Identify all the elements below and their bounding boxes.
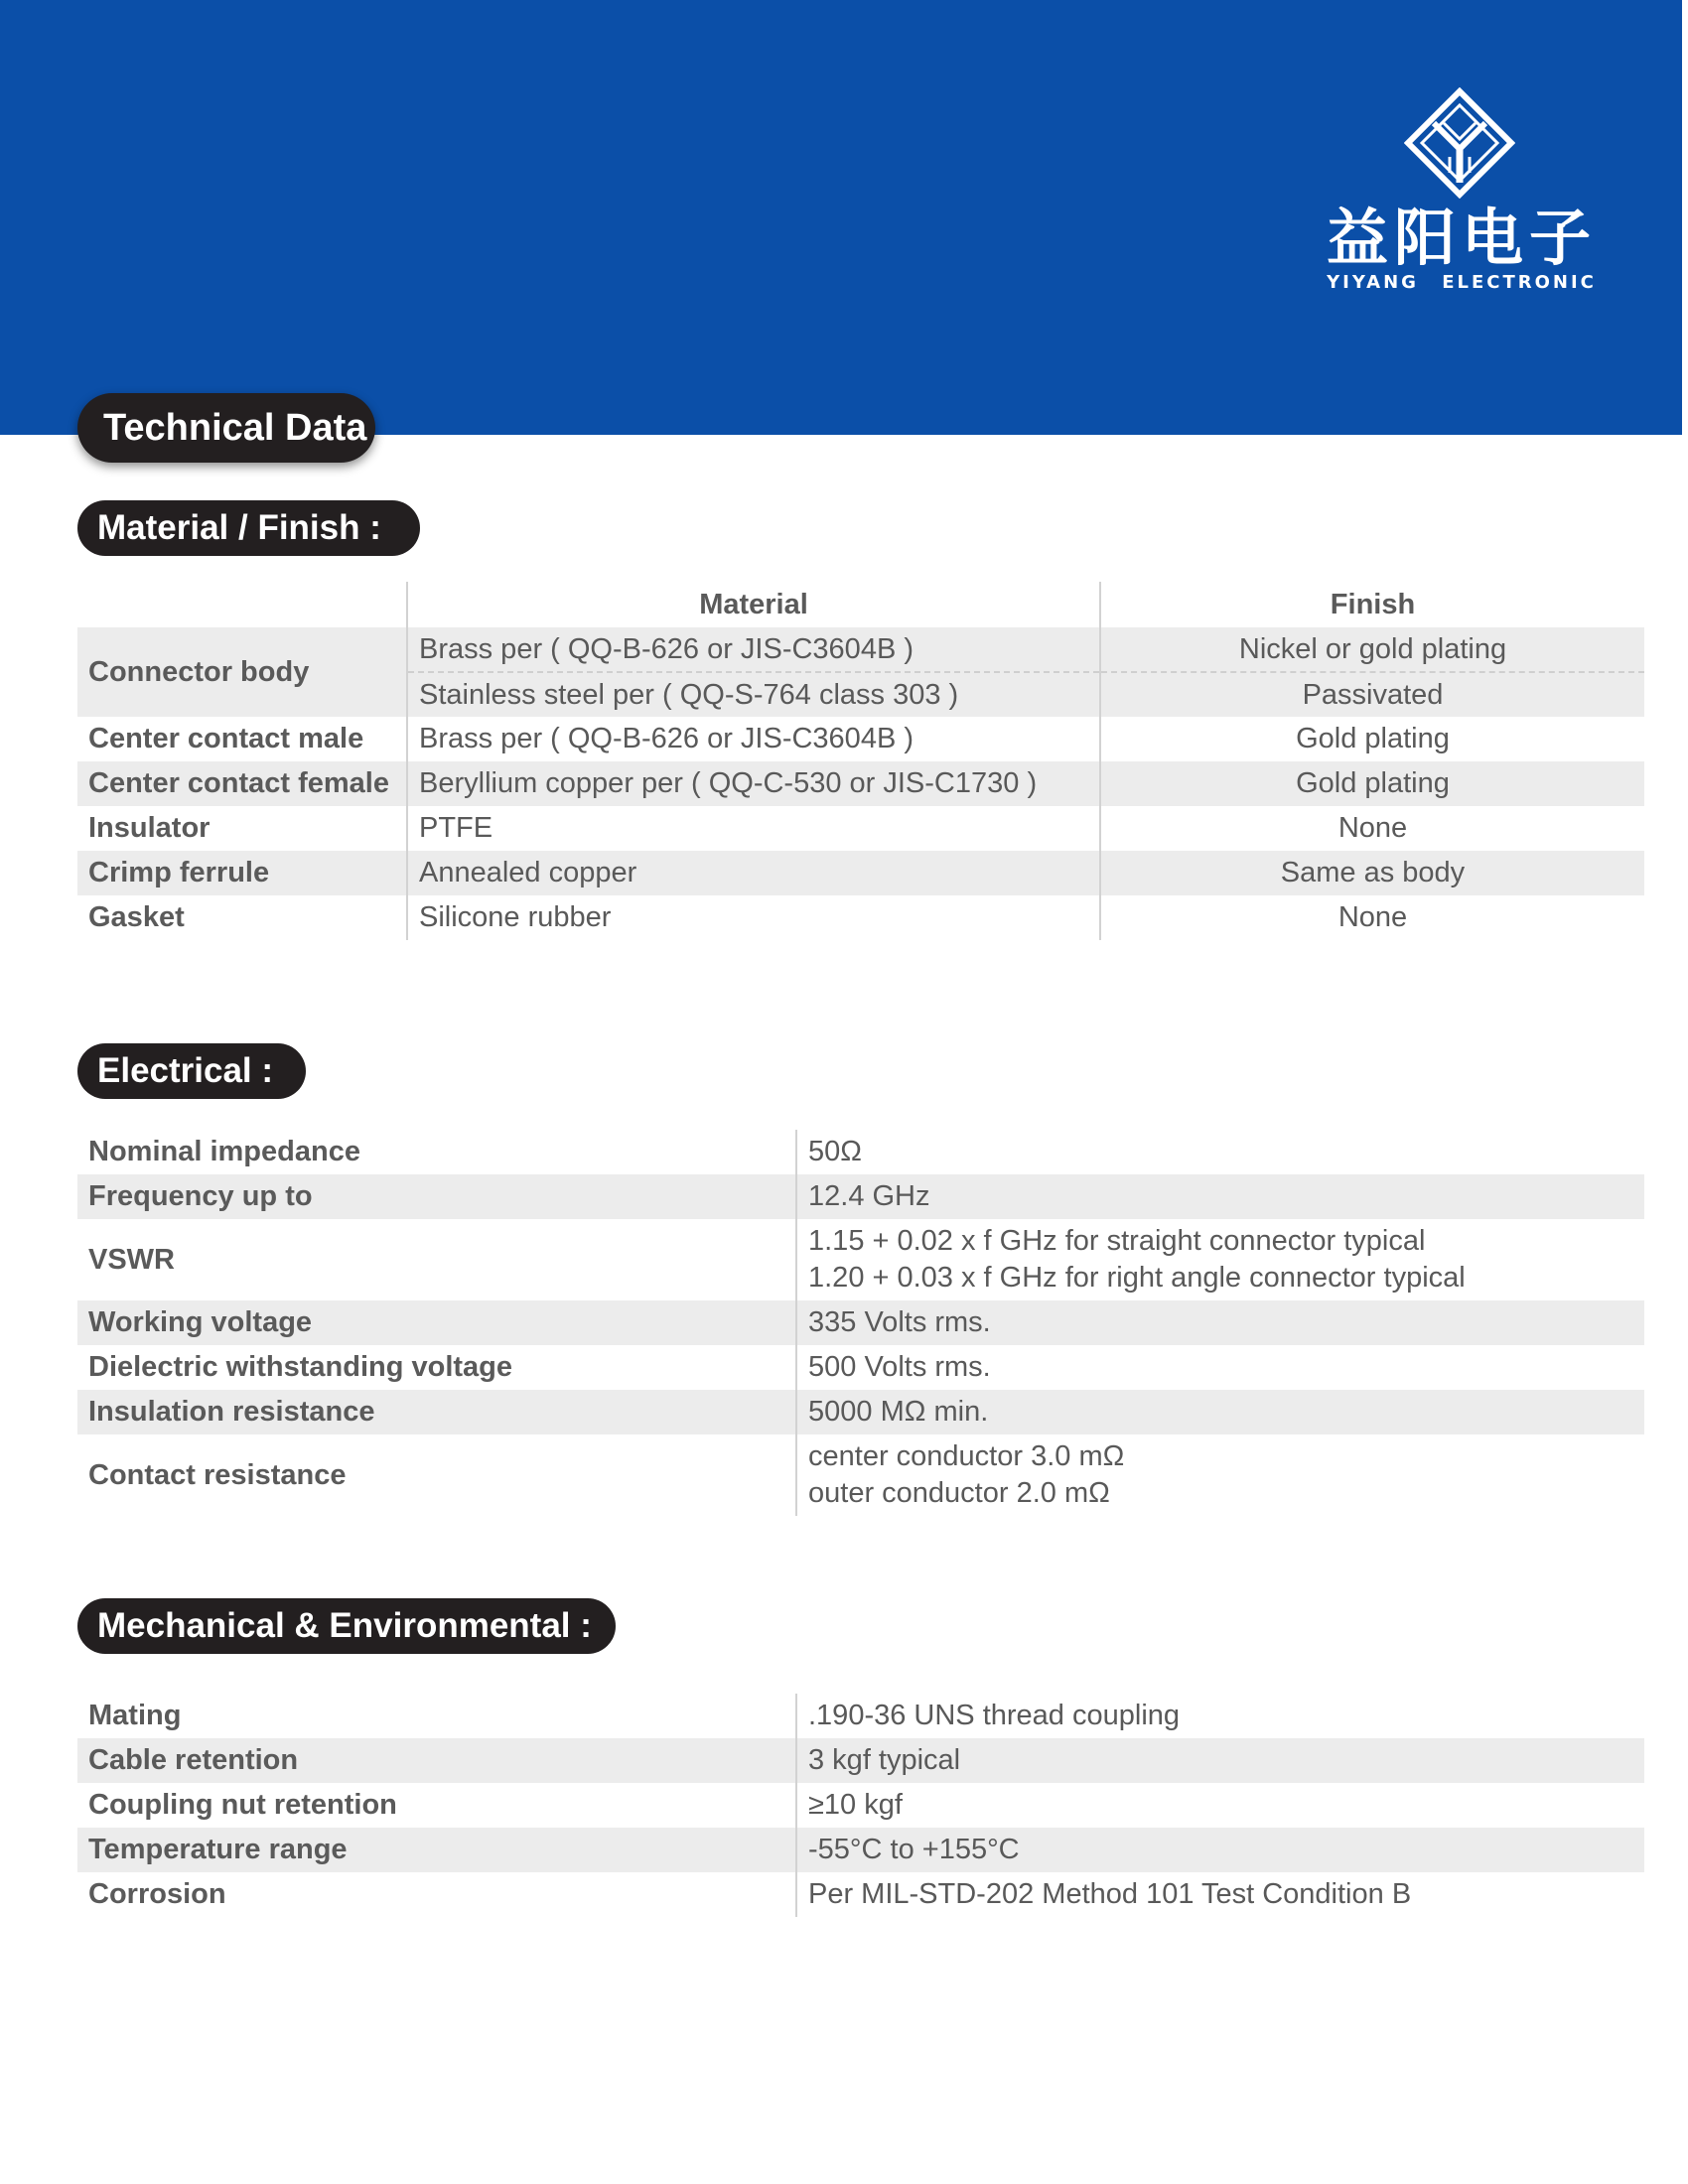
table-row	[77, 761, 1644, 806]
table-row	[77, 851, 1644, 895]
row-label: Insulator	[88, 812, 211, 844]
material-cell: Annealed copper	[407, 851, 1100, 895]
finish-cell: None	[1100, 895, 1644, 940]
table-row	[77, 1130, 1644, 1174]
table-row	[77, 1219, 1644, 1300]
table-row	[77, 1738, 1644, 1783]
value-cell: 3 kgf typical	[796, 1738, 1644, 1783]
row-label: Gasket	[88, 901, 185, 933]
page-edge	[1682, 0, 1688, 2184]
row-label: Center contact female	[77, 761, 407, 806]
row-label: Frequency up to	[77, 1174, 796, 1219]
column-header-finish: Finish	[1100, 582, 1644, 627]
material-finish-table	[77, 582, 1644, 940]
brand-name-en: YIYANG ELECTRONIC	[1327, 272, 1597, 293]
row-label: Cable retention	[77, 1738, 796, 1783]
finish-cell: Gold plating	[1100, 717, 1644, 761]
material-cell: Stainless steel per ( QQ-S-764 class 303 )	[407, 672, 1100, 717]
finish-cell: Nickel or gold plating	[1100, 627, 1644, 672]
row-label: Center contact male	[88, 723, 364, 754]
value-line: center conductor 3.0 mΩ	[808, 1440, 1125, 1472]
section-heading-electrical: Electrical :	[77, 1043, 306, 1099]
table-row	[77, 1434, 1644, 1516]
row-label: Corrosion	[88, 1878, 226, 1910]
table-row	[77, 627, 1644, 672]
table-row	[77, 1828, 1644, 1872]
yiyang-logo-icon	[1404, 87, 1515, 199]
table-row	[77, 1300, 1644, 1345]
row-label: Dielectric withstanding voltage	[88, 1351, 513, 1383]
header-blank	[77, 582, 407, 627]
page-title: Technical Data	[77, 393, 375, 463]
row-label: Insulation resistance	[77, 1390, 796, 1434]
mechanical-table	[77, 1694, 1644, 1917]
value-cell: 5000 MΩ min.	[796, 1390, 1644, 1434]
value-cell: -55°C to +155°C	[796, 1828, 1644, 1872]
finish-cell: Same as body	[1100, 851, 1644, 895]
value-cell: 12.4 GHz	[796, 1174, 1644, 1219]
row-label: Contact resistance	[88, 1458, 347, 1491]
material-cell: PTFE	[407, 806, 1100, 851]
table-row	[77, 717, 1644, 761]
value-line: 1.20 + 0.03 x f GHz for right angle connector typical	[808, 1262, 1466, 1294]
value-cell: 335 Volts rms.	[796, 1300, 1644, 1345]
material-cell: Beryllium copper per ( QQ-C-530 or JIS-C1730 )	[407, 761, 1100, 806]
value-line: outer conductor 2.0 mΩ	[808, 1477, 1110, 1509]
table-row	[77, 1174, 1644, 1219]
row-label: Connector body	[77, 627, 407, 717]
value-cell: ≥10 kgf	[796, 1783, 1644, 1828]
electrical-table	[77, 1130, 1644, 1516]
row-label: Working voltage	[77, 1300, 796, 1345]
material-cell: Brass per ( QQ-B-626 or JIS-C3604B )	[407, 717, 1100, 761]
section-heading-material: Material / Finish :	[77, 500, 420, 556]
table-row	[77, 1390, 1644, 1434]
material-cell: Silicone rubber	[407, 895, 1100, 940]
brand-name-cn: 益阳电子	[1327, 202, 1598, 274]
value-cell	[796, 1219, 1644, 1300]
row-label: Coupling nut retention	[88, 1789, 397, 1821]
row-label: Temperature range	[77, 1828, 796, 1872]
table-row	[77, 1783, 1644, 1828]
row-label: VSWR	[88, 1243, 175, 1276]
table-row	[77, 806, 1644, 851]
column-header-material: Material	[407, 582, 1100, 627]
table-row	[77, 1345, 1644, 1390]
table-row	[77, 1694, 1644, 1738]
value-cell: .190-36 UNS thread coupling	[796, 1694, 1644, 1738]
table-header-row	[77, 582, 1644, 627]
material-cell: Brass per ( QQ-B-626 or JIS-C3604B )	[407, 627, 1100, 672]
table-row	[77, 895, 1644, 940]
value-cell: 50Ω	[796, 1130, 1644, 1174]
table-row	[77, 1872, 1644, 1917]
value-cell	[796, 1434, 1644, 1516]
value-line: 1.15 + 0.02 x f GHz for straight connector typical	[808, 1225, 1426, 1257]
section-heading-mechanical: Mechanical & Environmental :	[77, 1598, 616, 1654]
finish-cell: Gold plating	[1100, 761, 1644, 806]
brand-logo	[1327, 87, 1597, 296]
row-label: Crimp ferrule	[77, 851, 407, 895]
value-cell: Per MIL-STD-202 Method 101 Test Condition B	[796, 1872, 1644, 1917]
value-cell: 500 Volts rms.	[796, 1345, 1644, 1390]
row-label: Mating	[88, 1700, 182, 1731]
row-label: Nominal impedance	[88, 1136, 360, 1167]
finish-cell: None	[1100, 806, 1644, 851]
finish-cell: Passivated	[1100, 672, 1644, 717]
